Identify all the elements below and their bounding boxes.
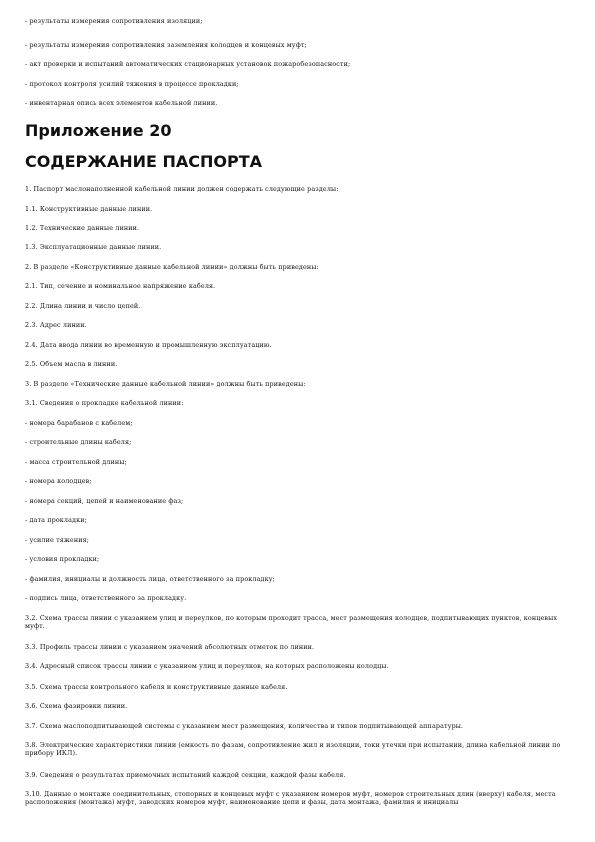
paragraph: 1.2. Технические данные линии. — [25, 224, 140, 232]
list-item: - дата прокладки; — [25, 516, 87, 524]
list-item: - подпись лица, ответственного за прокладку. — [25, 594, 187, 602]
paragraph: 2.1. Тип, сечение и номинальное напряжение кабеля. — [25, 282, 216, 290]
list-item: - усилие тяжения; — [25, 536, 90, 544]
paragraph: 3.4. Адресный список трассы линии с указанием улиц и переулков, на которых расположены колодцы. — [25, 662, 389, 670]
paragraph: 3. В разделе «Технические данные кабельной линии» должны быть приведены: — [25, 380, 306, 388]
paragraph: 3.5. Схема трассы контрольного кабеля и конструктивные данные кабеля. — [25, 683, 288, 691]
paragraph: 1. Паспорт маслонаполненной кабельной линии должен содержать следующие разделы: — [25, 185, 339, 193]
list-item: - результаты измерения сопротивления заземления колодцев и концевых муфт; — [25, 41, 307, 49]
paragraph: 3.2. Схема трассы линии с указанием улиц и переулков, по которым проходит трасса, мест размещения колодцев, подпитывающих пунктов, концевых муфт. — [25, 614, 558, 630]
list-item: - строительные длины кабеля; — [25, 438, 132, 446]
list-item: - результаты измерения сопротивления изоляции; — [25, 17, 203, 25]
paragraph: 2.5. Объем масла в линии. — [25, 360, 118, 368]
paragraph: 3.9. Сведения о результатах приемочных испытаний каждой секции, каждой фазы кабеля. — [25, 771, 346, 779]
list-item: - масса строительной длины; — [25, 458, 127, 466]
list-item: - акт проверки и испытаний автоматических стационарных установок пожаробезопасности; — [25, 60, 351, 68]
list-item: - номера колодцев; — [25, 477, 92, 485]
paragraph: 3.8. Электрические характеристики линии (емкость по фазам, сопротивление жил и изоляции, токи утечки при испытании, длина кабельной линии по прибору ИКЛ). — [25, 741, 561, 757]
list-item: - номера барабанов с кабелем; — [25, 419, 133, 427]
list-item: - фамилия, инициалы и должность лица, ответственного за прокладку; — [25, 575, 275, 583]
paragraph: 2.2. Длина линии и число цепей. — [25, 302, 141, 310]
paragraph: 2.4. Дата ввода линии во временную и промышленную эксплуатацию. — [25, 341, 272, 349]
section-title: СОДЕРЖАНИЕ ПАСПОРТА — [25, 152, 263, 171]
list-item: - инвентарная опись всех элементов кабельной линии. — [25, 99, 218, 107]
list-item: - протокол контроля усилий тяжения в процессе прокладки; — [25, 80, 239, 88]
list-item: - номера секций, цепей и наименование фаз; — [25, 497, 184, 505]
paragraph: 3.7. Схема маслоподпитывающей системы с указанием мест размещения, количества и типов подпитывающей аппаратуры. — [25, 722, 464, 730]
paragraph: 3.3. Профиль трассы линии с указанием значений абсолютных отметок по линии. — [25, 643, 315, 651]
paragraph: 3.6. Схема фазировки линии. — [25, 702, 128, 710]
paragraph: 2. В разделе «Конструктивные данные кабельной линии» должны быть приведены: — [25, 263, 319, 271]
appendix-title: Приложение 20 — [25, 121, 172, 140]
paragraph: 3.10. Данные о монтаже соединительных, стопорных и концевых муфт с указанием номеров муфт, номеров строительных длин (вверху) кабеля, места расположения (монтажа) муфт, заводских номеров муфт, наименование цепи и фазы, дата монтажа, фамилия и инициалы — [25, 790, 556, 806]
list-item: - условия прокладки; — [25, 555, 100, 563]
paragraph: 1.3. Эксплуатационные данные линии. — [25, 243, 162, 251]
paragraph: 3.1. Сведения о прокладке кабельной линии: — [25, 399, 184, 407]
paragraph: 1.1. Конструктивные данные линии. — [25, 205, 153, 213]
paragraph: 2.3. Адрес линии. — [25, 321, 87, 329]
